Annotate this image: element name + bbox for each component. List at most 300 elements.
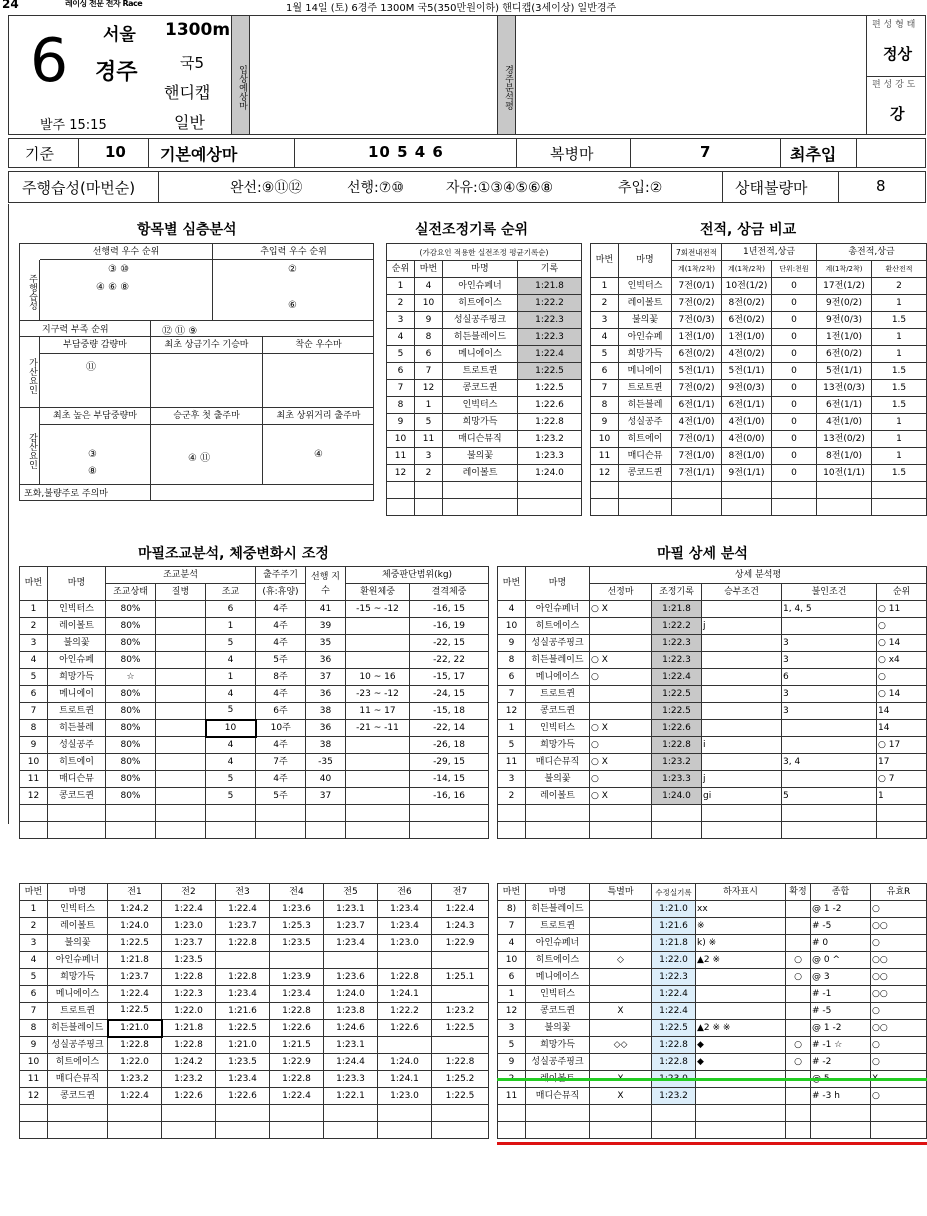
horse-name-cell: 히트에이스 xyxy=(526,618,590,635)
table-cell xyxy=(432,1122,489,1139)
table-cell xyxy=(206,805,256,822)
table-row xyxy=(20,1088,489,1105)
table-cell xyxy=(498,805,526,822)
horse-number-cell: 5 xyxy=(415,414,443,431)
rank-cell: ○ 14 xyxy=(877,635,927,652)
horse-name-cell: 매디슨뮤직 xyxy=(526,1088,590,1105)
race-info-box xyxy=(8,15,926,135)
horse-number-cell: 10 xyxy=(591,431,619,448)
adjusted-record-cell: 1:22.4 xyxy=(652,669,702,686)
adjusted-record-cell: 1:22.5 xyxy=(652,703,702,720)
lead-index-cell: 40 xyxy=(306,771,346,788)
race-time-cell: 1:22.5 xyxy=(108,1003,162,1020)
table-cell xyxy=(772,482,817,499)
horse-number-cell: 5 xyxy=(498,737,526,754)
horse-number-cell: 7 xyxy=(498,686,526,703)
table-cell xyxy=(498,822,526,839)
page-number: 24 xyxy=(2,0,19,11)
horse-name-cell: 성실공주핑크 xyxy=(526,1054,590,1071)
weight-down-header: 부담중량 감량마 xyxy=(40,337,150,354)
year-record-cell: 5전(1/1) xyxy=(722,363,772,380)
horse-name-cell: 아인슈페너 xyxy=(48,952,108,969)
race-time-cell: 1:22.4 xyxy=(432,901,489,918)
divider xyxy=(148,138,149,168)
table-cell xyxy=(48,805,106,822)
converted-cell: 1.5 xyxy=(872,363,927,380)
race-time-cell: 1:22.6 xyxy=(216,1088,270,1105)
race-time-cell: 1:24.2 xyxy=(162,1054,216,1071)
train-status-cell: ☆ xyxy=(106,669,156,686)
weight-down-value: ⑪ xyxy=(86,362,96,373)
race-time-cell: 1:22.0 xyxy=(162,1003,216,1020)
table-row xyxy=(498,1122,927,1139)
horse-name-cell: 희망가득 xyxy=(48,969,108,986)
rank-cell: 10 xyxy=(387,431,415,448)
valid-cell: ○ xyxy=(871,1054,927,1071)
race-time-cell: 1:25.3 xyxy=(270,918,324,935)
horse-number-cell: 5 xyxy=(20,969,48,986)
cycle-cell: 5주 xyxy=(256,652,306,669)
race-time-cell: 1:22.9 xyxy=(270,1054,324,1071)
horse-number-cell: 7 xyxy=(20,1003,48,1020)
table-row xyxy=(591,312,927,329)
horse-number-cell: 1 xyxy=(415,397,443,414)
corrected-record-cell: 1:21.8 xyxy=(652,935,696,952)
horse-name-cell: 인빅터스 xyxy=(619,278,672,295)
table-cell xyxy=(518,499,582,516)
lead-index-cell: 37 xyxy=(306,788,346,805)
rank-cell: 5 xyxy=(387,346,415,363)
horse-number-cell: 2 xyxy=(498,788,526,805)
table-cell xyxy=(108,1105,162,1122)
train-count-cell: 1 xyxy=(206,618,256,635)
race-time-cell: 1:23.2 xyxy=(162,1071,216,1088)
col-header: 마명 xyxy=(443,261,518,278)
bad-condition-cell: 3 xyxy=(782,652,877,669)
special-cell xyxy=(590,969,652,986)
win-condition-cell: i xyxy=(702,737,782,754)
table-row xyxy=(498,720,927,737)
seven-race-cell: 7전(0/1) xyxy=(672,431,722,448)
race-time-cell: 1:23.0 xyxy=(378,1088,432,1105)
horse-name-cell: 히트에이 xyxy=(619,431,672,448)
horse-number-cell: 3 xyxy=(498,771,526,788)
confirm-cell: ○ xyxy=(786,952,811,969)
chase-rank-header: 추입력 우수 순위 xyxy=(212,244,374,260)
table-row xyxy=(498,935,927,952)
style-lead: 선행:⑦⑩ xyxy=(347,180,404,196)
horse-name-cell: 메니에이스 xyxy=(443,346,518,363)
race-class: 국5 xyxy=(180,54,205,72)
stamina-label: 지구력 부족 순위 xyxy=(42,325,109,335)
table-cell xyxy=(106,822,156,839)
table-row xyxy=(20,618,489,635)
table-cell xyxy=(443,499,518,516)
fat-label: 포화,불량주로 주의마 xyxy=(24,489,108,499)
win-condition-cell xyxy=(702,686,782,703)
table-cell xyxy=(443,482,518,499)
race-time-cell: 1:22.2 xyxy=(378,1003,432,1020)
horse-name-cell: 성실공주핑크 xyxy=(443,312,518,329)
table-cell xyxy=(772,499,817,516)
race-time-cell: 1:23.1 xyxy=(324,901,378,918)
race-time-cell: 1:22.6 xyxy=(270,1020,324,1037)
rank-cell: ○ x4 xyxy=(877,652,927,669)
horse-name-cell: 성실공주핑크 xyxy=(48,1037,108,1054)
table-cell xyxy=(672,482,722,499)
selected-cell xyxy=(590,703,652,720)
confirm-cell xyxy=(786,1088,811,1105)
fail-weight-cell: -16, 16 xyxy=(410,788,489,805)
col-header: 7회전내전적 xyxy=(672,244,722,261)
valid-cell: ○ xyxy=(871,1003,927,1020)
race-time-cell: 1:22.8 xyxy=(378,969,432,986)
horse-name-cell: 희망가득 xyxy=(526,737,590,754)
table-cell xyxy=(387,499,415,516)
horse-number-cell: 12 xyxy=(415,380,443,397)
selected-cell xyxy=(590,686,652,703)
total-record-cell: 5전(1/1) xyxy=(817,363,872,380)
corrected-record-cell: 1:22.0 xyxy=(652,952,696,969)
special-cell xyxy=(590,1020,652,1037)
table-row xyxy=(591,482,927,499)
lead-index-cell: 41 xyxy=(306,601,346,618)
horse-number-cell: 3 xyxy=(591,312,619,329)
col-subheader: 단위:천원 xyxy=(772,261,817,278)
train-status-cell: 80% xyxy=(106,686,156,703)
prize-cell: 0 xyxy=(772,278,817,295)
race-time-cell xyxy=(432,986,489,1003)
base-number: 10 xyxy=(105,143,126,161)
special-cell xyxy=(590,935,652,952)
bad-condition-cell xyxy=(782,720,877,737)
race-time-cell: 1:23.4 xyxy=(378,901,432,918)
rank-cell: 1 xyxy=(387,278,415,295)
col-header: 전6 xyxy=(378,884,432,901)
table-cell xyxy=(206,822,256,839)
horse-name-cell: 메니에이스 xyxy=(526,969,590,986)
table-cell xyxy=(702,822,782,839)
race-time-cell: 1:23.5 xyxy=(216,1054,270,1071)
record-cell: 1:22.8 xyxy=(518,414,582,431)
table-row xyxy=(498,986,927,1003)
race-time-cell: 1:23.4 xyxy=(216,1071,270,1088)
table-cell xyxy=(324,1105,378,1122)
train-status-cell: 80% xyxy=(106,737,156,754)
horse-number-cell: 12 xyxy=(20,1088,48,1105)
year-record-cell: 1전(1/0) xyxy=(722,329,772,346)
cycle-cell: 8주 xyxy=(256,669,306,686)
col-header: 확정 xyxy=(786,884,811,901)
valid-cell: ○○ xyxy=(871,969,927,986)
col-subheader: 승부조건 xyxy=(702,584,782,601)
horse-number-cell: 11 xyxy=(20,1071,48,1088)
practice-title: 실전조정기록 순위 xyxy=(415,222,529,238)
record-cell: 1:22.4 xyxy=(518,346,582,363)
horse-number-cell: 4 xyxy=(415,278,443,295)
col-header: 특별마 xyxy=(590,884,652,901)
table-cell xyxy=(591,482,619,499)
total-record-cell: 6전(0/2) xyxy=(817,346,872,363)
review-label: 경주분석평 xyxy=(497,16,516,134)
table-cell xyxy=(526,805,590,822)
col-header: 수정실기록 xyxy=(652,884,696,901)
corrected-record-cell: 1:21.0 xyxy=(652,901,696,918)
seven-race-cell: 7전(0/1) xyxy=(672,278,722,295)
cycle-cell: 7주 xyxy=(256,754,306,771)
table-row xyxy=(498,1054,927,1071)
selected-cell: ○ X xyxy=(590,601,652,618)
table-row xyxy=(498,805,927,822)
high-weight-value: ⑧ xyxy=(88,466,97,477)
horse-number-cell: 4 xyxy=(498,601,526,618)
table-cell xyxy=(162,1105,216,1122)
horse-name-cell: 레이볼트 xyxy=(619,295,672,312)
train-status-cell: 80% xyxy=(106,635,156,652)
race-time-cell: 1:21.8 xyxy=(108,952,162,969)
lead-rank-value: ④ ⑥ ⑧ xyxy=(96,282,130,293)
base-row xyxy=(8,138,926,168)
style-chase: 추입:② xyxy=(618,180,663,196)
minus-side-label: 감산요인 xyxy=(20,407,40,484)
win-condition-cell xyxy=(702,754,782,771)
table-row xyxy=(498,618,927,635)
total-cell: # -2 xyxy=(811,1054,871,1071)
horse-name-cell: 성실공주 xyxy=(619,414,672,431)
chase-rank-value: ⑥ xyxy=(288,300,297,311)
horse-number-cell: 10 xyxy=(20,754,48,771)
vertical-divider xyxy=(150,425,151,484)
race-time-cell: 1:23.7 xyxy=(324,918,378,935)
race-time-cell: 1:22.9 xyxy=(432,935,489,952)
adjusted-record-cell: 1:22.8 xyxy=(652,737,702,754)
table-cell xyxy=(108,1122,162,1139)
table-cell xyxy=(156,805,206,822)
chase-rank-value: ② xyxy=(288,264,297,275)
horse-name-cell: 트로트퀸 xyxy=(526,918,590,935)
race-time-cell: 1:22.0 xyxy=(108,1054,162,1071)
race-time-cell: 1:22.5 xyxy=(108,935,162,952)
special-cell: ◇◇ xyxy=(590,1037,652,1054)
lead-rank-header: 선행력 우수 순위 xyxy=(40,244,212,260)
practice-table xyxy=(386,243,582,516)
lead-index-cell: 38 xyxy=(306,737,346,754)
disease-cell xyxy=(156,618,206,635)
horse-name-cell: 매디슨뮤 xyxy=(48,771,106,788)
corrected-record-cell: 1:22.4 xyxy=(652,986,696,1003)
table-row xyxy=(498,918,927,935)
col-header: 순위 xyxy=(387,261,415,278)
table-row xyxy=(498,652,927,669)
table-row xyxy=(591,278,927,295)
table-cell xyxy=(871,1105,927,1122)
table-row xyxy=(387,465,582,482)
rank-cell: 2 xyxy=(387,295,415,312)
table-row xyxy=(20,703,489,720)
prize-cell: 0 xyxy=(772,363,817,380)
fail-weight-cell: -24, 15 xyxy=(410,686,489,703)
prize-cell: 0 xyxy=(772,295,817,312)
long-dist-value: ④ xyxy=(314,449,323,460)
selected-cell: ○ X xyxy=(590,652,652,669)
horse-name-cell: 콩코드퀸 xyxy=(48,788,106,805)
defect-cell: ▲2 ※ ※ xyxy=(696,1020,786,1037)
rank-cell: ○ xyxy=(877,669,927,686)
horse-number-cell: 4 xyxy=(20,652,48,669)
horse-number-cell: 6 xyxy=(591,363,619,380)
bad-condition-cell: 3, 4 xyxy=(782,754,877,771)
restore-weight-cell: -15 ~ -12 xyxy=(346,601,410,618)
col-header: 조교분석 xyxy=(106,567,256,584)
total-record-cell: 6전(1/1) xyxy=(817,397,872,414)
horse-name-cell: 히든블레 xyxy=(48,720,106,737)
table-row xyxy=(20,1020,489,1037)
horse-number-cell: 12 xyxy=(498,1003,526,1020)
col-header: 선행 지수 xyxy=(306,567,346,601)
horse-name-cell: 불의꽃 xyxy=(526,1020,590,1037)
table-row xyxy=(387,414,582,431)
confirm-cell: ○ xyxy=(786,1037,811,1054)
table-cell xyxy=(811,1105,871,1122)
total-record-cell: 13전(0/2) xyxy=(817,431,872,448)
fail-weight-cell: -22, 15 xyxy=(410,635,489,652)
restore-weight-cell: 11 ~ 17 xyxy=(346,703,410,720)
horse-name-cell: 콩코드퀸 xyxy=(443,380,518,397)
horse-name-cell: 히든블레이드 xyxy=(526,901,590,918)
table-row xyxy=(498,952,927,969)
seven-race-cell: 7전(0/2) xyxy=(672,380,722,397)
race-time-cell: 1:25.2 xyxy=(432,1071,489,1088)
converted-cell: 1 xyxy=(872,448,927,465)
converted-cell: 1 xyxy=(872,295,927,312)
col-header: 상세 분석평 xyxy=(590,567,927,584)
col-header: 유효R xyxy=(871,884,927,901)
bad-condition-cell xyxy=(782,618,877,635)
table-cell xyxy=(270,1122,324,1139)
race-time-cell xyxy=(324,952,378,969)
adjusted-record-cell: 1:22.6 xyxy=(652,720,702,737)
seven-race-cell: 7전(0/2) xyxy=(672,295,722,312)
table-cell xyxy=(156,822,206,839)
style-label: 주행습성(마번순) xyxy=(22,179,136,197)
horse-number-cell: 10 xyxy=(498,618,526,635)
bad-condition-cell: 3 xyxy=(782,703,877,720)
train-count-cell: 4 xyxy=(206,686,256,703)
horse-name-cell: 아인슈페너 xyxy=(526,601,590,618)
horse-number-cell: 5 xyxy=(591,346,619,363)
table-cell xyxy=(526,822,590,839)
horse-name-cell: 레이볼트 xyxy=(526,788,590,805)
style-free: 자유:①③④⑤⑥⑧ xyxy=(446,180,554,196)
horse-number-cell: 11 xyxy=(498,1088,526,1105)
table-cell xyxy=(877,822,927,839)
divider xyxy=(158,171,159,203)
race-time-cell: 1:23.3 xyxy=(324,1071,378,1088)
expected-label: 기본예상마 xyxy=(160,145,238,164)
table-cell xyxy=(270,1105,324,1122)
table-cell xyxy=(518,482,582,499)
table-cell xyxy=(590,822,652,839)
corrected-record-cell: 1:21.6 xyxy=(652,918,696,935)
dark-horse-label: 복병마 xyxy=(550,145,594,163)
year-record-cell: 6전(1/1) xyxy=(722,397,772,414)
horse-name-cell: 성실공주 xyxy=(48,737,106,754)
race-time-cell: 1:22.6 xyxy=(378,1020,432,1037)
horse-number-cell: 9 xyxy=(415,312,443,329)
lead-index-cell: 38 xyxy=(306,703,346,720)
cycle-cell: 4주 xyxy=(256,737,306,754)
race-time-cell: 1:23.6 xyxy=(324,969,378,986)
divider xyxy=(516,138,517,168)
race-time-cell: 1:24.1 xyxy=(378,1071,432,1088)
total-record-cell: 9전(0/3) xyxy=(817,312,872,329)
horse-name-cell: 레이볼트 xyxy=(48,918,108,935)
year-record-cell: 9전(1/1) xyxy=(722,465,772,482)
table-row xyxy=(498,771,927,788)
table-row xyxy=(387,482,582,499)
table-row xyxy=(20,901,489,918)
horse-name-cell: 메니에이 xyxy=(619,363,672,380)
table-cell xyxy=(20,822,48,839)
prize-up-header: 최초 상금기수 기승마 xyxy=(150,337,262,354)
horse-number-cell: 12 xyxy=(591,465,619,482)
race-time-cell: 1:23.7 xyxy=(216,918,270,935)
table-row xyxy=(20,1122,489,1139)
race-time-cell: 1:22.4 xyxy=(162,901,216,918)
stamina-value: ⑫ ⑪ ⑨ xyxy=(162,326,198,337)
race-time-cell: 1:22.8 xyxy=(270,1003,324,1020)
plus-side-label: 가산요인 xyxy=(20,337,40,407)
table-row xyxy=(20,1054,489,1071)
table-row xyxy=(591,414,927,431)
valid-cell: ○○ xyxy=(871,952,927,969)
special-cell xyxy=(590,986,652,1003)
table-row xyxy=(20,601,489,618)
defect-cell: k) ※ xyxy=(696,935,786,952)
start-good-header: 착순 우수마 xyxy=(262,337,374,354)
defect-cell xyxy=(696,969,786,986)
race-time-cell: 1:23.8 xyxy=(324,1003,378,1020)
race-time-cell: 1:21.0 xyxy=(108,1020,162,1037)
table-cell xyxy=(811,1122,871,1139)
horse-name-cell: 불의꽃 xyxy=(48,635,106,652)
table-row xyxy=(20,754,489,771)
col-header: 전5 xyxy=(324,884,378,901)
seven-race-cell: 7전(1/1) xyxy=(672,465,722,482)
selected-cell: ○ X xyxy=(590,720,652,737)
horse-name-cell: 히트에이스 xyxy=(48,1054,108,1071)
record-cell: 1:24.0 xyxy=(518,465,582,482)
table-row xyxy=(591,363,927,380)
restore-weight-cell xyxy=(346,635,410,652)
disease-cell xyxy=(156,686,206,703)
rank-cell: 11 xyxy=(387,448,415,465)
col-header: 마번 xyxy=(415,261,443,278)
race-time-cell xyxy=(216,952,270,969)
divider xyxy=(722,171,723,203)
adjusted-record-cell: 1:23.3 xyxy=(652,771,702,788)
race-time-cell: 1:22.1 xyxy=(324,1088,378,1105)
table-cell xyxy=(216,1122,270,1139)
defect-cell: ▲2 ※ xyxy=(696,952,786,969)
col-subheader: 조교 xyxy=(206,584,256,601)
race-time-cell: 1:22.4 xyxy=(216,901,270,918)
fat-divider xyxy=(150,484,151,501)
race-time-cell: 1:22.8 xyxy=(108,1037,162,1054)
table-cell xyxy=(306,805,346,822)
table-cell xyxy=(872,482,927,499)
race-time-cell: 1:25.1 xyxy=(432,969,489,986)
